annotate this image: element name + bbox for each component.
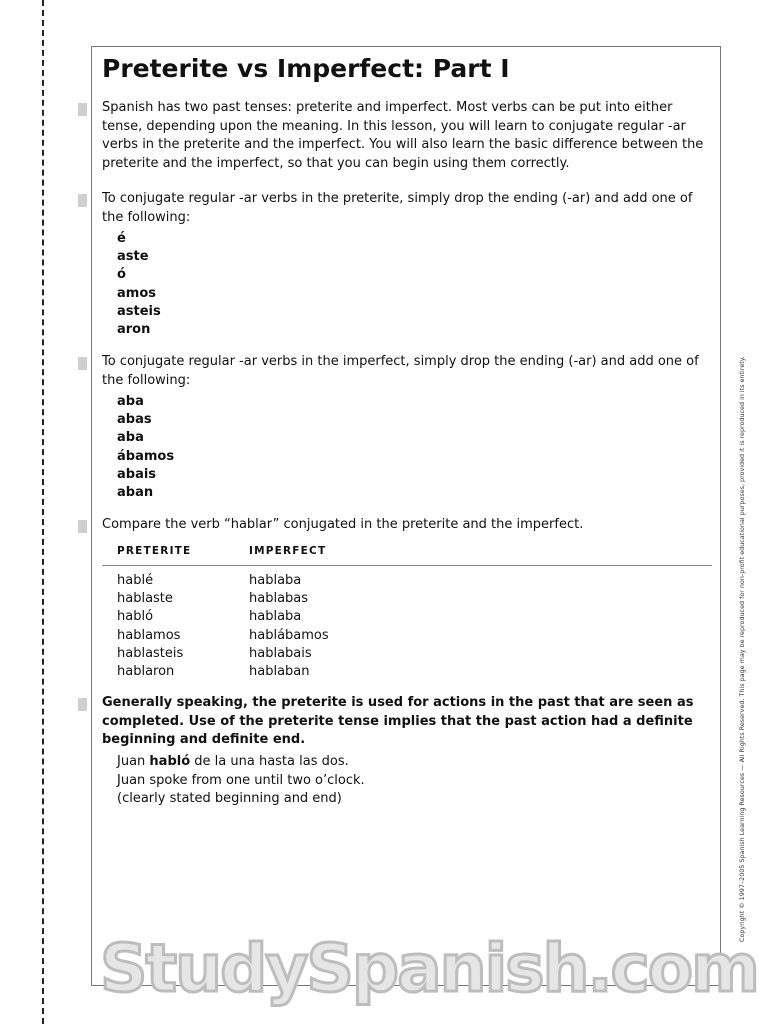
intro-paragraph: Spanish has two past tenses: preterite and imperfect. Most verbs can be put into either tense, depending upon the meaning. In this lesson, you will learn to conjugate regular -ar verbs in the preterite and the imperfect. You will also learn the basic difference between the preterite and the imperfect, so that you can begin using them correctly.	[102, 100, 704, 171]
example-pre: Juan	[117, 754, 150, 769]
example-english: Juan spoke from one until two o’clock.	[117, 772, 365, 788]
cut-line	[42, 0, 44, 1024]
table-cell: hablaron	[117, 663, 175, 679]
table-cell: habló	[117, 609, 154, 625]
bullet-marker	[78, 357, 87, 370]
table-cell: hablaban	[249, 663, 310, 679]
ending-item: é	[117, 231, 126, 246]
table-cell: hablamos	[117, 627, 181, 643]
table-cell: hablaste	[117, 591, 173, 607]
ending-item: aste	[117, 249, 149, 265]
ending-item: aba	[117, 430, 144, 446]
preterite-rule-paragraph: To conjugate regular -ar verbs in the preterite, simply drop the ending (-ar) and add one of the following:	[102, 191, 693, 225]
table-cell: hablabais	[249, 645, 312, 661]
imperfect-rule-paragraph: To conjugate regular -ar verbs in the imperfect, simply drop the ending (-ar) and add one of the following:	[102, 354, 699, 388]
ending-item: asteis	[117, 303, 161, 319]
ending-item: aban	[117, 484, 154, 500]
compare-paragraph: Compare the verb “hablar” conjugated in the preterite and the imperfect.	[102, 517, 584, 532]
example-note: (clearly stated beginning and end)	[117, 791, 342, 806]
bullet-marker	[78, 194, 87, 207]
watermark-logo: StudySpanish.com	[100, 930, 758, 1007]
table-cell: hablábamos	[249, 627, 329, 643]
table-cell: hablé	[117, 573, 154, 588]
ending-item: abais	[117, 466, 157, 482]
preterite-column	[117, 572, 183, 681]
example-post: de la una hasta las dos.	[190, 754, 349, 769]
table-cell: hablaba	[249, 609, 302, 625]
example-block	[117, 753, 365, 809]
ending-item: aron	[117, 321, 151, 337]
imperfect-column	[249, 572, 329, 681]
ending-item: ó	[117, 267, 126, 283]
page-title: Preterite vs Imperfect: Part I	[102, 54, 510, 83]
table-header-preterite: PRETERITE	[117, 545, 192, 557]
ending-item: amos	[117, 285, 156, 301]
bullet-marker	[78, 103, 87, 116]
table-cell: hablasteis	[117, 645, 184, 661]
preterite-endings-list	[117, 230, 161, 339]
table-header-imperfect: IMPERFECT	[249, 545, 327, 557]
copyright-notice: Copyright © 1997–2005 Spanish Learning Resources — All Rights Reserved. This page may be reproduced for non-profit educational purposes, provided it is reproduced in its entirety.	[738, 356, 746, 942]
table-cell: hablabas	[249, 591, 309, 607]
example-verb: habló	[149, 754, 191, 769]
table-divider	[102, 565, 712, 566]
bullet-marker	[78, 520, 87, 533]
example-spanish	[117, 753, 365, 772]
generally-paragraph: Generally speaking, the preterite is used for actions in the past that are seen as completed. Use of the preterite tense implies that the past action had a definite beginning and definite end.	[102, 695, 694, 747]
imperfect-endings-list	[117, 393, 174, 502]
table-cell: hablaba	[249, 573, 302, 588]
ending-item: abas	[117, 412, 152, 428]
ending-item: ábamos	[117, 448, 175, 464]
bullet-marker	[78, 698, 87, 711]
ending-item: aba	[117, 394, 144, 409]
